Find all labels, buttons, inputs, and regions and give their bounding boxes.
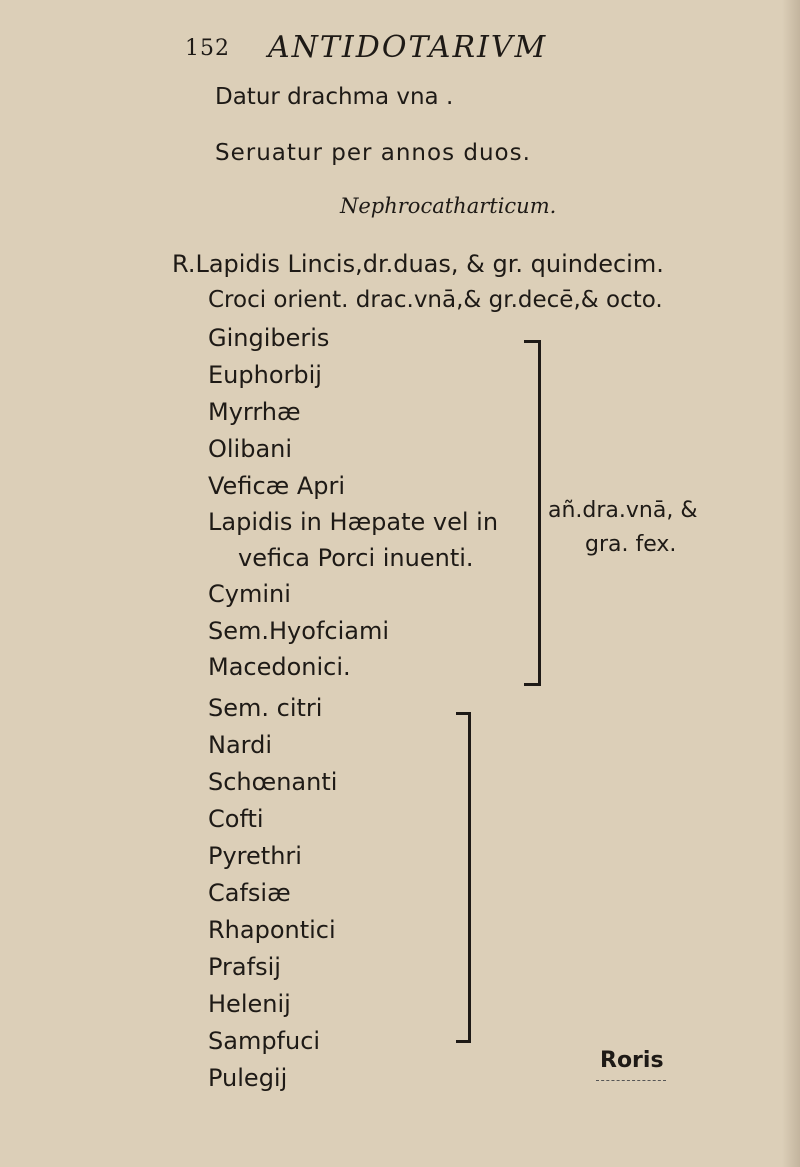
brace-group-2	[456, 712, 471, 1043]
ingredient-item: Sampfuci	[208, 1027, 321, 1055]
catchword: Roris	[600, 1048, 664, 1073]
ingredient-item: Macedonici.	[208, 653, 351, 681]
ingredient-item: Cymini	[208, 580, 291, 608]
recipe-title: Nephrocatharticum.	[340, 194, 557, 218]
ingredient-item: Lapidis in Hæpate vel in	[208, 508, 499, 536]
text-line-croci: Croci orient. drac.vnā,& gr.decē,& octo.	[208, 287, 663, 313]
ingredient-item: Prafsij	[208, 953, 281, 981]
catchword-underline	[596, 1080, 666, 1081]
text-line-lapidis: R.Lapidis Lincis,dr.duas, & gr. quindecim.	[172, 250, 664, 278]
brace-group-1	[524, 340, 541, 686]
running-title: ANTIDOTARIVM	[268, 30, 548, 65]
ingredient-item: Schœnanti	[208, 768, 338, 796]
ingredient-item: Sem.Hyofciami	[208, 617, 390, 645]
ingredient-item: Sem. citri	[208, 694, 323, 722]
ingredient-item: vefica Porci inuenti.	[238, 544, 474, 572]
dose-text-line-2: gra. fex.	[585, 532, 677, 557]
ingredient-item: Cafsiæ	[208, 879, 291, 907]
text-line-datur: Datur drachma vna .	[215, 84, 454, 110]
ingredient-item: Rhapontici	[208, 916, 336, 944]
dose-text-line-1: añ.dra.vnā, &	[548, 498, 698, 523]
ingredient-item: Pyrethri	[208, 842, 302, 870]
ingredient-item: Nardi	[208, 731, 273, 759]
ingredient-item: Gingiberis	[208, 324, 330, 352]
text-line-seruatur: Seruatur per annos duos.	[215, 140, 531, 166]
page-edge-shadow	[782, 0, 800, 1167]
ingredient-item: Cofti	[208, 805, 264, 833]
ingredient-item: Veficæ Apri	[208, 472, 346, 500]
ingredient-item: Euphorbij	[208, 361, 322, 389]
ingredient-item: Helenij	[208, 990, 291, 1018]
ingredient-item: Pulegij	[208, 1064, 288, 1092]
ingredient-item: Myrrhæ	[208, 398, 301, 426]
page-number: 152	[185, 36, 230, 61]
ingredient-item: Olibani	[208, 435, 293, 463]
